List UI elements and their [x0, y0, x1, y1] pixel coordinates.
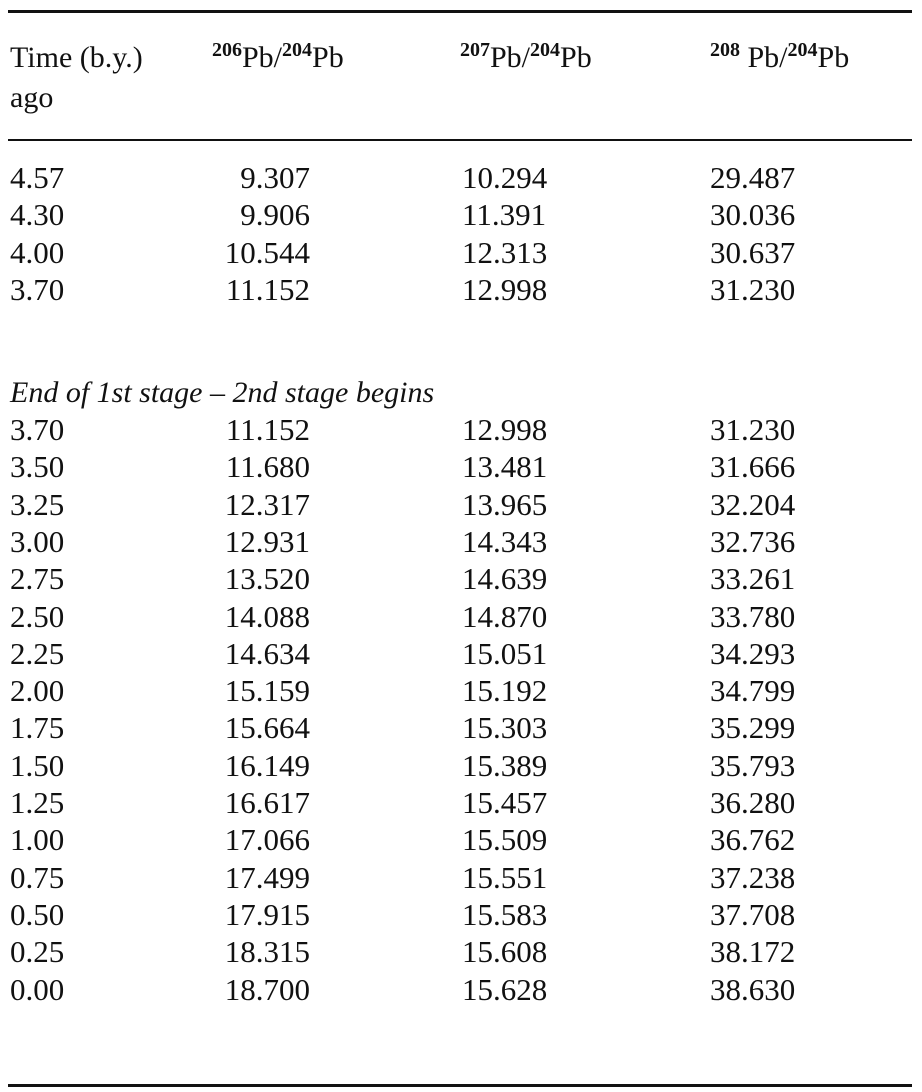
cell-pb206: 14.088 [224, 598, 310, 634]
cell-time: 1.75 [10, 710, 65, 746]
table-row [0, 859, 922, 896]
table-row [0, 709, 922, 746]
table-row [0, 784, 922, 821]
cell-time: 1.00 [10, 822, 65, 858]
cell-pb206: 17.915 [224, 896, 310, 932]
cell-pb206: 18.700 [224, 971, 310, 1007]
cell-pb206: 10.544 [224, 234, 310, 270]
header-time-line2: ago [10, 81, 54, 114]
header-pb207-pb204 [460, 38, 592, 78]
table-row [0, 234, 922, 271]
table-row [0, 896, 922, 933]
cell-pb207: 12.998 [462, 271, 548, 307]
cell-pb208: 33.261 [710, 561, 796, 597]
cell-pb208: 31.230 [710, 271, 796, 307]
cell-pb206: 9.906 [240, 197, 310, 233]
header-pb206-pb204 [212, 38, 344, 78]
cell-pb207: 12.313 [462, 234, 548, 270]
cell-pb208: 34.293 [710, 635, 796, 671]
cell-pb206: 17.066 [224, 822, 310, 858]
cell-pb208: 36.762 [710, 822, 796, 858]
cell-pb208: 31.230 [710, 412, 796, 447]
cell-pb207: 15.389 [462, 747, 548, 783]
header-text: Pb [560, 41, 592, 74]
table-row [0, 933, 922, 970]
cell-pb208: 29.487 [710, 160, 796, 195]
cell-pb207: 13.481 [462, 449, 548, 485]
table-row [0, 159, 922, 196]
table-row [0, 271, 922, 308]
header-sup: 206 [212, 39, 242, 61]
cell-pb206: 15.159 [224, 673, 310, 709]
cell-time: 3.50 [10, 449, 65, 485]
cell-time: 3.70 [10, 271, 65, 307]
cell-pb207: 14.639 [462, 561, 548, 597]
cell-time: 3.00 [10, 523, 65, 559]
stage-note: End of 1st stage – 2nd stage begins [10, 376, 435, 409]
cell-pb208: 38.172 [710, 934, 796, 970]
cell-time: 0.75 [10, 859, 65, 895]
cell-pb206: 11.152 [225, 412, 310, 447]
cell-time: 2.50 [10, 598, 65, 634]
cell-pb208: 37.708 [710, 896, 796, 932]
cell-pb207: 15.051 [462, 635, 548, 671]
cell-pb207: 11.391 [462, 197, 547, 233]
cell-pb207: 15.457 [462, 785, 548, 820]
cell-time: 2.25 [10, 635, 65, 671]
cell-pb206: 11.152 [225, 271, 310, 307]
cell-pb206: 9.307 [240, 160, 310, 195]
cell-pb207: 15.628 [462, 971, 548, 1007]
header-text: Pb/ [740, 41, 788, 74]
cell-time: 4.00 [10, 234, 65, 270]
header-sup: 204 [282, 39, 313, 61]
cell-time: 1.25 [10, 785, 65, 820]
cell-time: 2.00 [10, 673, 65, 709]
cell-time: 3.25 [10, 486, 65, 522]
cell-pb206: 15.664 [224, 710, 310, 746]
cell-time: 1.50 [10, 747, 65, 783]
cell-pb208: 34.799 [710, 673, 796, 709]
cell-pb206: 17.499 [224, 859, 310, 895]
cell-time: 4.30 [10, 197, 65, 233]
cell-pb208: 35.299 [710, 710, 796, 746]
cell-pb208: 37.238 [710, 859, 796, 895]
cell-pb207: 15.509 [462, 822, 548, 858]
cell-pb207: 15.551 [462, 859, 548, 895]
cell-time: 0.25 [10, 934, 65, 970]
cell-pb206: 12.317 [224, 486, 310, 522]
cell-pb208: 36.280 [710, 785, 796, 820]
cell-pb208: 38.630 [710, 971, 796, 1007]
cell-pb206: 18.315 [224, 934, 310, 970]
cell-pb207: 13.965 [462, 486, 548, 522]
header-sup: 204 [787, 39, 818, 61]
cell-pb207: 15.303 [462, 710, 548, 746]
table-top-rule [8, 10, 912, 13]
table-row [0, 523, 922, 560]
cell-pb206: 11.680 [225, 449, 310, 485]
table-row [0, 486, 922, 523]
table-row [0, 635, 922, 672]
header-sup: 204 [530, 39, 561, 61]
cell-time: 2.75 [10, 561, 65, 597]
cell-pb206: 16.149 [224, 747, 310, 783]
table-header [0, 38, 922, 128]
table-row [0, 971, 922, 1008]
cell-pb208: 30.637 [710, 234, 796, 270]
header-text: Pb/ [490, 41, 531, 74]
cell-pb207: 15.192 [462, 673, 548, 709]
cell-time: 0.50 [10, 896, 65, 932]
table-row [0, 560, 922, 597]
cell-pb206: 16.617 [224, 785, 310, 820]
table-row [0, 821, 922, 858]
header-text: Pb [817, 41, 850, 74]
cell-pb208: 33.780 [710, 598, 796, 634]
table-row [0, 747, 922, 784]
table-row [0, 672, 922, 709]
cell-pb206: 12.931 [224, 523, 310, 559]
table-row [0, 196, 922, 233]
cell-time: 4.57 [10, 160, 65, 195]
table-bottom-rule [8, 1084, 912, 1087]
cell-pb206: 13.520 [224, 561, 310, 597]
table-row [0, 448, 922, 485]
cell-pb208: 35.793 [710, 747, 796, 783]
table-header-rule [8, 139, 912, 141]
cell-time: 0.00 [10, 971, 65, 1007]
header-sup: 208 [710, 39, 740, 61]
cell-pb208: 32.204 [710, 486, 796, 522]
header-text: Pb/ [242, 41, 283, 74]
table-row [0, 598, 922, 635]
table-row [0, 411, 922, 448]
cell-pb206: 14.634 [224, 635, 310, 671]
cell-pb207: 15.583 [462, 896, 548, 932]
cell-time: 3.70 [10, 412, 65, 447]
cell-pb208: 32.736 [710, 523, 796, 559]
cell-pb207: 10.294 [462, 160, 548, 195]
header-time [10, 38, 143, 118]
header-pb208-pb204 [710, 38, 849, 78]
header-sup: 207 [460, 39, 490, 61]
cell-pb207: 14.343 [462, 523, 548, 559]
header-text: Pb [312, 41, 344, 74]
cell-pb207: 14.870 [462, 598, 548, 634]
cell-pb207: 15.608 [462, 934, 548, 970]
cell-pb208: 31.666 [710, 449, 796, 485]
cell-pb208: 30.036 [710, 197, 796, 233]
header-time-line1: Time (b.y.) [10, 41, 143, 74]
cell-pb207: 12.998 [462, 412, 548, 447]
